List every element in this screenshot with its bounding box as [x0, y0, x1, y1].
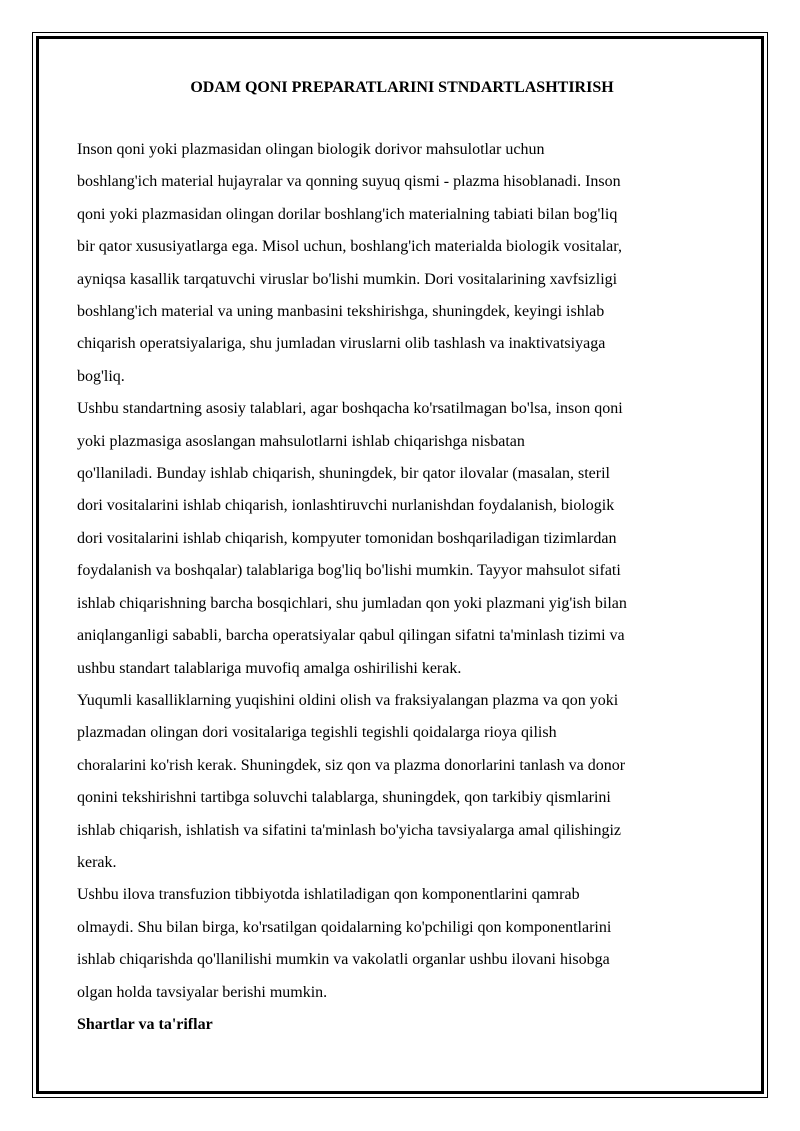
- text-line: Yuqumli kasalliklarning yuqishini oldini olish va fraksiyalangan plazma va qon yoki: [77, 691, 619, 709]
- text-line: qoni yoki plazmasidan olingan dorilar boshlang'ich materialning tabiati bilan bog'liq: [77, 205, 618, 223]
- text-line: ishlab chiqarishda qo'llanilishi mumkin va vakolatli organlar ushbu ilovani hisobga: [77, 951, 610, 969]
- paragraph-1: [77, 134, 727, 393]
- text-line: yoki plazmasiga asoslangan mahsulotlarni ishlab chiqarishga nisbatan: [77, 432, 525, 450]
- text-line: qo'llaniladi. Bunday ishlab chiqarish, shuningdek, bir qator ilovalar (masalan, steril: [77, 465, 610, 483]
- text-line: plazmadan olingan dori vositalariga tegishli tegishli qoidalarga rioya qilish: [77, 724, 557, 742]
- text-line: ishlab chiqarishning barcha bosqichlari, shu jumladan qon yoki plazmani yig'ish bilan: [77, 594, 627, 612]
- text-line: ayniqsa kasallik tarqatuvchi viruslar bo'lishi mumkin. Dori vositalarining xavfsizligi: [77, 270, 618, 288]
- text-line: Inson qoni yoki plazmasidan olingan biologik dorivor mahsulotlar uchun: [77, 141, 545, 158]
- text-line: kerak.: [77, 853, 117, 871]
- text-line: ushbu standart talablariga muvofiq amalga oshirilishi kerak.: [77, 659, 462, 677]
- paragraph-4: [77, 879, 727, 1009]
- paragraph-2: [77, 393, 727, 685]
- text-line: chiqarish operatsiyalariga, shu jumladan viruslarni olib tashlash va inaktivatsiyaga: [77, 335, 606, 353]
- document-body: [77, 76, 727, 1041]
- text-line: boshlang'ich material hujayralar va qonning suyuq qismi - plazma hisoblanadi. Inson: [77, 173, 621, 191]
- text-line: boshlang'ich material va uning manbasini tekshirishga, shuningdek, keyingi ishlab: [77, 303, 605, 321]
- section-heading: Shartlar va ta'riflar: [77, 1015, 213, 1033]
- text-line: Ushbu standartning asosiy talablari, agar boshqacha ko'rsatilmagan bo'lsa, inson qoni: [77, 400, 623, 418]
- text-line: olmaydi. Shu bilan birga, ko'rsatilgan qoidalarning ko'pchiligi qon komponentlarini: [77, 918, 612, 936]
- text-line: aniqlanganligi sababli, barcha operatsiyalar qabul qilingan sifatni ta'minlash tizimi va: [77, 627, 625, 645]
- paragraph-3: [77, 685, 727, 879]
- text-line: ishlab chiqarish, ishlatish va sifatini ta'minlash bo'yicha tavsiyalarga amal qilishingiz: [77, 821, 622, 839]
- text-line: dori vositalarini ishlab chiqarish, ionlashtiruvchi nurlanishdan foydalanish, biologik: [77, 497, 615, 515]
- text-line: qonini tekshirishni tartibga soluvchi talablarga, shuningdek, qon tarkibiy qismlarini: [77, 789, 611, 807]
- text-line: choralarini ko'rish kerak. Shuningdek, siz qon va plazma donorlarini tanlash va donor: [77, 756, 626, 774]
- text-line: olgan holda tavsiyalar berishi mumkin.: [77, 983, 328, 1001]
- text-line: bog'liq.: [77, 367, 125, 385]
- text-line: bir qator xususiyatlarga ega. Misol uchun, boshlang'ich materialda biologik vositalar,: [77, 238, 622, 256]
- text-line: dori vositalarini ishlab chiqarish, kompyuter tomonidan boshqariladigan tizimlardan: [77, 529, 617, 547]
- document-title: ODAM QONI PREPARATLARINI STNDARTLASHTIRISH: [190, 79, 614, 96]
- text-line: Ushbu ilova transfuzion tibbiyotda ishlatiladigan qon komponentlarini qamrab: [77, 886, 580, 904]
- text-line: foydalanish va boshqalar) talablariga bog'liq bo'lishi mumkin. Tayyor mahsulot sifati: [77, 562, 621, 580]
